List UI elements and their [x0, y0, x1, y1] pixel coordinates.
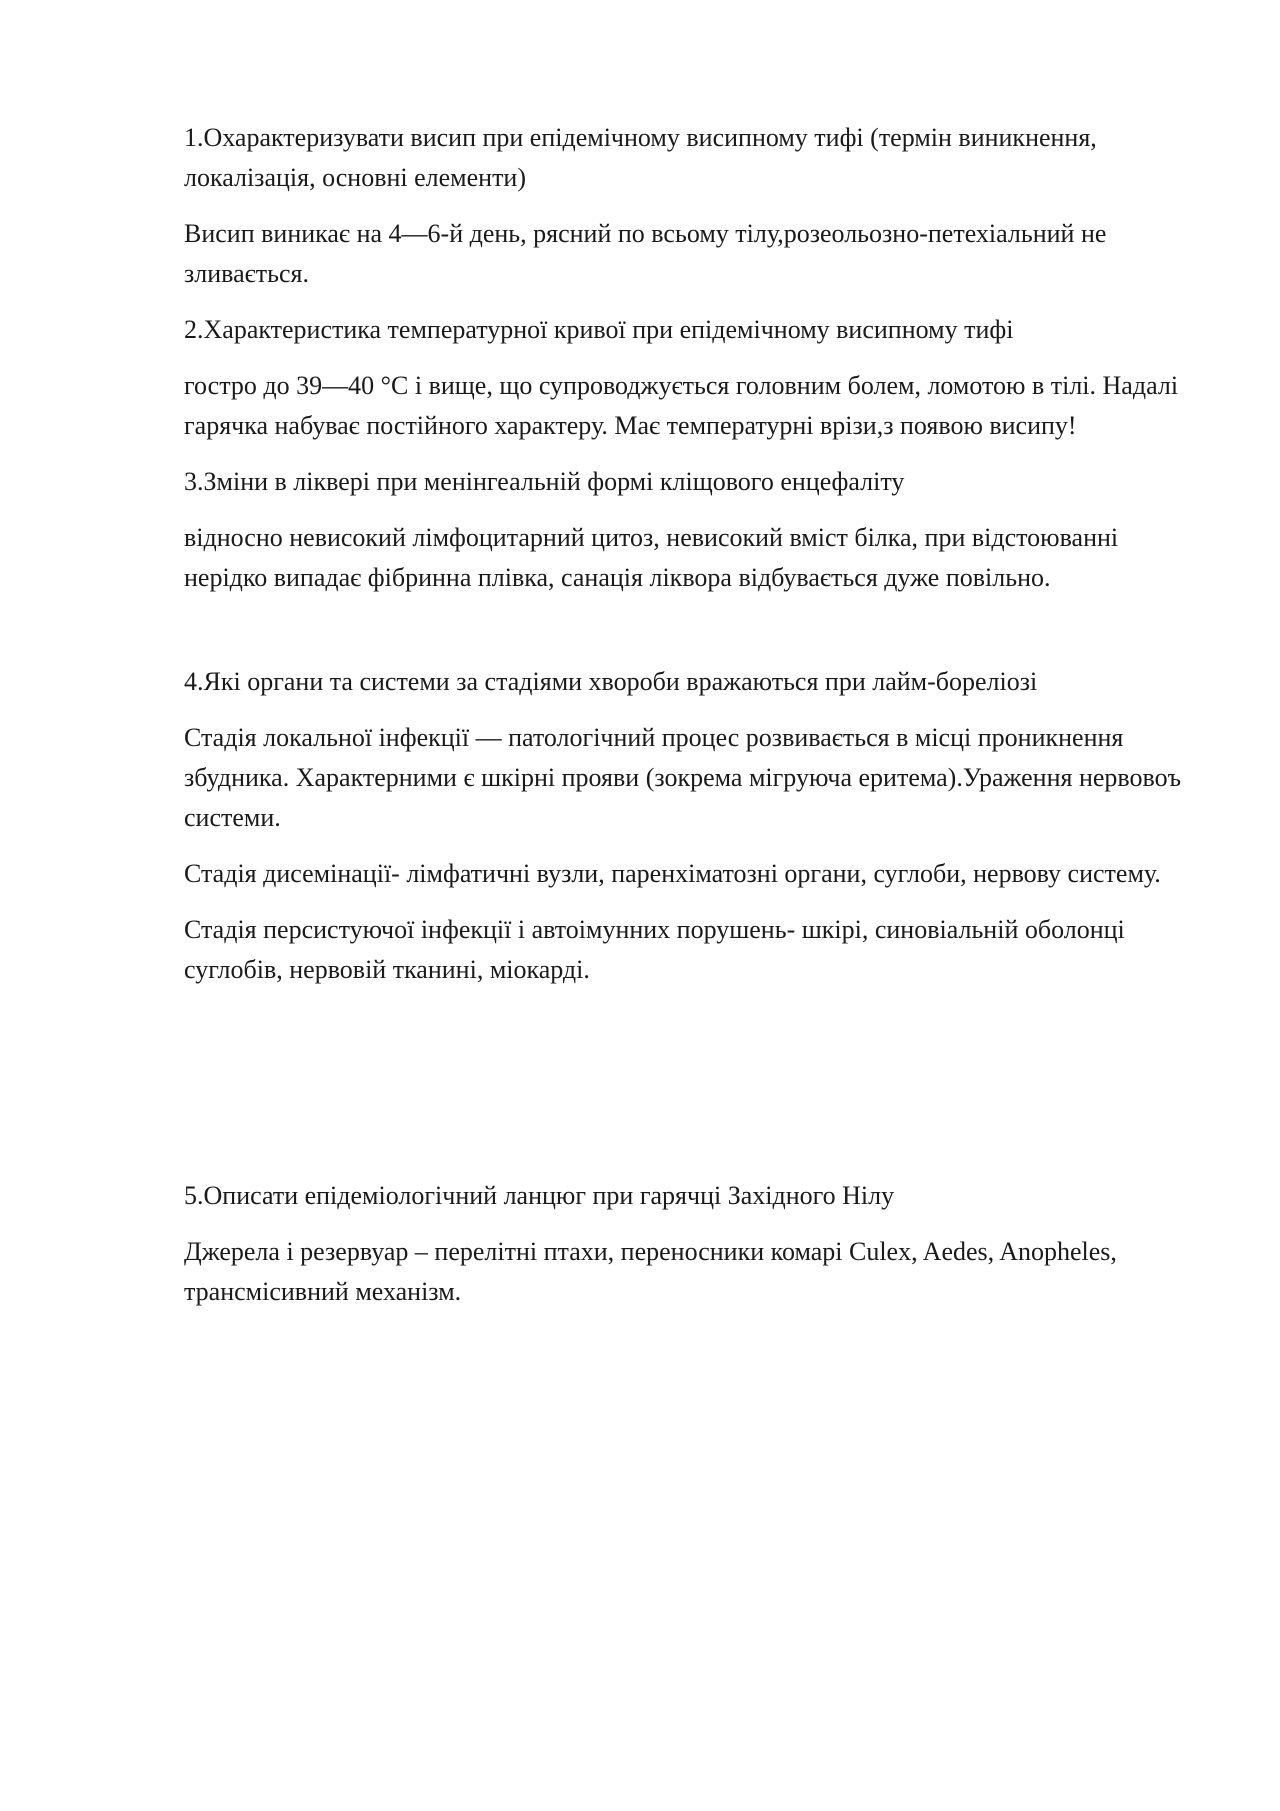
answer-2: гостро до 39—40 °С і вище, що супроводжується головним болем, ломотою в тілі. Надалі гарячка набуває постійного характеру. Має температурні врізи,з появою висипу! [184, 371, 1179, 440]
answer-3: відносно невисокий лімфоцитарний цитоз, невисокий вміст білка, при відстоюванні нерідко випадає фібринна плівка, санація ліквора відбувається дуже повільно. [184, 523, 1119, 592]
answer-4-stage-1: Стадія локальної інфекції — патологічний процес розвивається в місці проникнення збудника. Характерними є шкірні прояви (зокрема мігруюча еритема).Ураження нервовоъ системи. [184, 723, 1182, 832]
question-1: 1.Охарактеризувати висип при епідемічному висипному тифі (термін виникнення, локалізація, основні елементи) [184, 123, 1097, 192]
question-5: 5.Описати епідеміологічний ланцюг при гарячці Західного Нілу [184, 1181, 895, 1210]
blank-spacer [184, 1006, 1194, 1176]
answer-5: Джерела і резервуар – перелітні птахи, переносники комарі Culex, Aedes, Anopheles, трансмісивний механізм. [184, 1237, 1117, 1306]
document-body [184, 118, 1194, 1328]
answer-4-stage-3: Стадія персистуючої інфекції і автоімунних порушень- шкірі, синовіальній оболонці суглобів, нервовій тканині, міокарді. [184, 915, 1125, 984]
blank-spacer [184, 614, 1194, 662]
question-2: 2.Характеристика температурної кривої при епідемічному висипному тифі [184, 315, 1014, 344]
answer-1: Висип виникає на 4—6-й день, рясний по всьому тілу,розеольозно-петехіальний не зливається. [184, 219, 1107, 288]
question-4: 4.Які органи та системи за стадіями хвороби вражаються при лайм-бореліозі [184, 667, 1038, 696]
question-3: 3.Зміни в ліквері при менінгеальній формі кліщового енцефаліту [184, 467, 905, 496]
answer-4-stage-2: Стадія дисемінації- лімфатичні вузли, паренхіматозні органи, суглоби, нервову систему. [184, 859, 1161, 888]
